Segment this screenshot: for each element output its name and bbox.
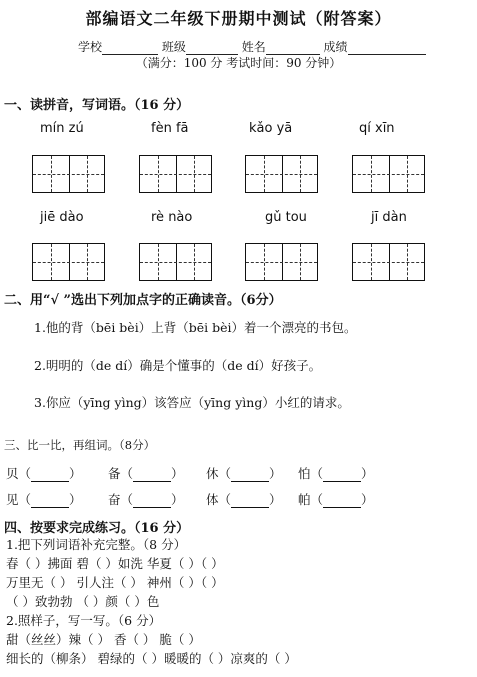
pinyin-5: jiē dào — [40, 210, 84, 225]
pinyin-4: qí xīn — [359, 121, 395, 136]
example-line-1[interactable]: 甜（丝丝）辣（ ） 香（ ） 脆（ ） — [6, 632, 201, 647]
compare-row-2-item-3[interactable]: 体（ ） — [206, 492, 282, 507]
idiom-line-3[interactable]: （ ）致勃勃 （ ）颜（ ）色 — [6, 594, 160, 609]
writing-grid-7[interactable] — [245, 243, 318, 281]
writing-grid-5[interactable] — [32, 243, 105, 281]
school-label: 学校 — [78, 40, 103, 54]
pinyin-3: kǎo yā — [249, 121, 293, 136]
section4-sub2: 2.照样子，写一写。（6 分） — [6, 613, 162, 628]
writing-grid-4[interactable] — [352, 155, 425, 193]
class-label: 班级 — [161, 40, 186, 54]
example-line-2[interactable]: 细长的（柳条） 碧绿的（ ）暖暖的（ ）凉爽的（ ） — [6, 651, 297, 666]
pronunciation-item-1[interactable]: 1.他的背（bēi bèi）上背（bēi bèi）着一个漂亮的书包。 — [34, 320, 357, 335]
section1-heading: 一、读拼音，写词语。（16 分） — [4, 98, 190, 113]
compare-row-2-item-4[interactable]: 帕（ ） — [298, 492, 374, 507]
writing-grid-3[interactable] — [245, 155, 318, 193]
compare-row-2-item-2[interactable]: 奋（ ） — [108, 492, 184, 507]
writing-grid-2[interactable] — [139, 155, 212, 193]
name-label: 姓名 — [241, 40, 266, 54]
section4-sub1: 1.把下列词语补充完整。（8 分） — [6, 537, 187, 552]
pronunciation-item-2[interactable]: 2.明明的（de dí）确是个懂事的（de dí）好孩子。 — [34, 358, 322, 373]
pinyin-2: fèn fā — [151, 121, 189, 136]
idiom-line-1[interactable]: 春（ ）拂面 碧（ ）如洗 华夏（ ）（ ） — [6, 556, 224, 571]
pinyin-8: jī dàn — [371, 210, 407, 225]
section4-heading: 四、按要求完成练习。（16 分） — [4, 521, 190, 536]
compare-row-2-item-1[interactable]: 见（ ） — [6, 492, 82, 507]
writing-grid-6[interactable] — [139, 243, 212, 281]
exam-meta: （满分：100 分 考试时间：90 分钟） — [135, 56, 342, 70]
compare-row-1-item-3[interactable]: 休（ ） — [206, 466, 282, 481]
section2-heading: 二、用“√ ”选出下列加点字的正确读音。（6分） — [4, 293, 282, 308]
pronunciation-item-3[interactable]: 3.你应（yīng yìng）该答应（yīng yìng）小红的请求。 — [34, 395, 350, 410]
section3-heading: 三、比一比，再组词。（8分） — [4, 438, 156, 452]
compare-row-1-item-1[interactable]: 贝（ ） — [6, 466, 82, 481]
writing-grid-1[interactable] — [32, 155, 105, 193]
compare-row-1-item-4[interactable]: 怕（ ） — [298, 466, 374, 481]
student-info-line — [78, 38, 426, 55]
writing-grid-8[interactable] — [352, 243, 425, 281]
idiom-line-2[interactable]: 万里无（ ） 引人注（ ） 神州（ ）（ ） — [6, 575, 224, 590]
pinyin-7: gǔ tou — [265, 210, 307, 225]
pinyin-6: rè nào — [151, 210, 193, 225]
pinyin-1: mín zú — [40, 121, 84, 136]
compare-row-1-item-2[interactable]: 备（ ） — [108, 466, 184, 481]
score-label: 成绩 — [323, 40, 348, 54]
page-title: 部编语文二年级下册期中测试（附答案） — [85, 9, 392, 28]
